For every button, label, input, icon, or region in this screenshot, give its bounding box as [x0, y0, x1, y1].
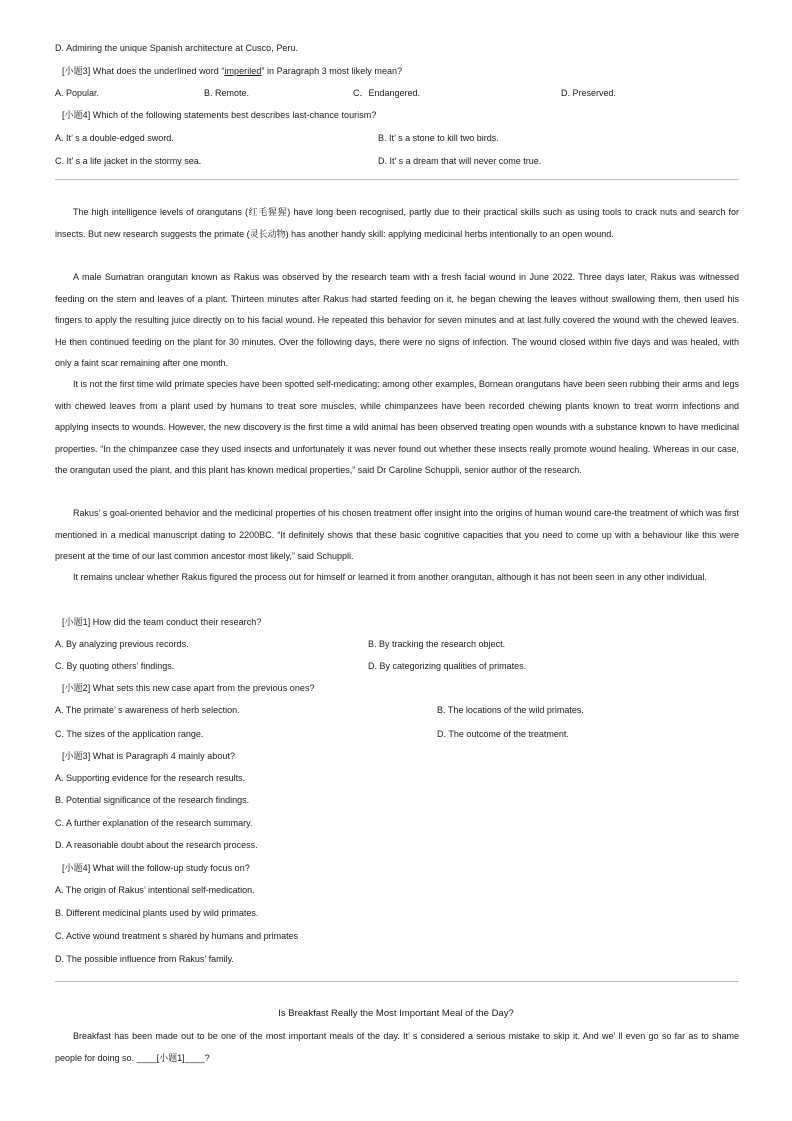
- section-divider: [55, 179, 739, 180]
- underlined-word: imperiled: [224, 66, 262, 76]
- p2-question-2: [小题2] What sets this new case apart from the previous ones?: [62, 683, 315, 693]
- p2-q4-option-a: A. The origin of Rakus’ intentional self-medication.: [55, 885, 255, 895]
- p2-q2-option-b: B. The locations of the wild primates.: [437, 705, 584, 715]
- q3-option-c: C．Endangered.: [353, 88, 421, 98]
- passage3-intro: [55, 1026, 739, 1069]
- q4-option-c: C. It’ s a life jacket in the stormy sea.: [55, 156, 202, 166]
- passage2-paragraph-4: Rakus’ s goal-oriented behavior and the medicinal properties of his chosen treatment offer insight into the origins of human wound care-the treatment of which was first mentioned in a medical manuscript dating to 2200BC. “It definitely shows that these basic cognitive capacities that you need to come up with a behaviour like this were present at the time of our last common ancestor most likely,” said Schuppli.: [55, 508, 739, 562]
- p2-q1-option-b: B. By tracking the research object.: [368, 639, 506, 649]
- p2-q2-option-d: D. The outcome of the treatment.: [437, 729, 569, 739]
- question-4-stem: [小题4] Which of the following statements best describes last-chance tourism?: [62, 110, 377, 120]
- p2-q1-option-a: A. By analyzing previous records.: [55, 639, 189, 649]
- p2-q1-option-d: D. By categorizing qualities of primates.: [368, 661, 527, 671]
- passage2-paragraph-2: A male Sumatran orangutan known as Rakus was observed by the research team with a fresh facial wound in June 2022. Three days later, Rakus was witnessed feeding on the stem and leaves of a plant. Thirteen minutes after Rakus had started feeding on it, he began chewing the leaves without swallowing them, then used his fingers to apply the resulting juice directly on to his facial wound. He repeated this behavior for seven minutes and at last fully covered the wound with the chewed leaves. He then continued feeding on the plant for 30 minutes. Over the following days, there were no signs of infection. The wound closed within five days and was healed, with only a faint scar remaining after one month.: [55, 272, 739, 369]
- p2-question-4: [小题4] What will the follow-up study focus on?: [62, 863, 250, 873]
- question-3-stem: [62, 65, 402, 77]
- option-d-prev-question: D. Admiring the unique Spanish architecture at Cusco, Peru.: [55, 43, 299, 53]
- passage3-title: Is Breakfast Really the Most Important Meal of the Day?: [278, 1008, 514, 1019]
- passage3-blank-1: ____[小题1]____: [136, 1052, 205, 1063]
- p2-q4-option-d: D. The possible influence from Rakus’ family.: [55, 954, 234, 964]
- p2-q4-option-c: C. Active wound treatment s shared by humans and primates: [55, 931, 299, 941]
- section-divider-2: [55, 981, 739, 982]
- passage3-intro-text: Breakfast has been made out to be one of the most important meals of the day. It’ s considered a serious mistake to skip it. And we’ ll even go so far as to shame people for doing so.: [55, 1031, 739, 1063]
- p2-question-1: [小题1] How did the team conduct their research?: [62, 617, 262, 627]
- q4-option-a: A. It’ s a double-edged sword.: [55, 133, 174, 143]
- p2-question-3: [小题3] What is Paragraph 4 mainly about?: [62, 751, 236, 761]
- q3-option-d: D. Preserved.: [561, 88, 617, 98]
- passage2-paragraph-3: It is not the first time wild primate species have been spotted self-medicating: among other examples, Bornean orangutans have been seen rubbing their arms and legs with chewed leaves from a plant used by humans to treat sore muscles, while chimpanzees have been recorded chewing plants known to treat worm infections and applying insects to wounds. However, the new discovery is the first time a wild animal has been observed treating open wounds with a substance known to have medicinal properties. “In the chimpanzee case they used insects and unfortunately it was never found out whether these insects really promote wound healing. Whereas in our case, the orangutan used the plant, and this plant has known medical properties,” said Dr Caroline Schuppli, senior author of the research.: [55, 379, 739, 476]
- passage3-blank-end: ?: [204, 1052, 210, 1063]
- p2-q3-option-b: B. Potential significance of the research findings.: [55, 795, 250, 805]
- p2-q1-option-c: C. By quoting others’ findings.: [55, 661, 175, 671]
- p2-q3-option-d: D. A reasonable doubt about the research process.: [55, 840, 258, 850]
- p2-q3-option-a: A. Supporting evidence for the research results.: [55, 773, 246, 783]
- question-3-text: [小题3] What does the underlined word “imperiled” in Paragraph 3 most likely mean?: [62, 66, 403, 76]
- passage2-paragraph-5: It remains unclear whether Rakus figured the process out for himself or learned it from another orangutan, although it has not been seen in any other individual.: [73, 572, 707, 582]
- p2-q2-option-a: A. The primate’ s awareness of herb selection.: [55, 705, 240, 715]
- p2-q2-option-c: C. The sizes of the application range.: [55, 729, 204, 739]
- q3-option-a: A. Popular.: [55, 88, 100, 98]
- q4-option-b: B. It’ s a stone to kill two birds.: [378, 133, 499, 143]
- q3-option-b: B. Remote.: [204, 88, 250, 98]
- p2-q3-option-c: C. A further explanation of the research summary.: [55, 818, 253, 828]
- passage2-paragraph-1: The high intelligence levels of orangutans (红毛猩猩) have long been recognised, partly due to their practical skills such as using tools to crack nuts and search for insects. But new research suggests the primate (灵长动物) has another handy skill: applying medicinal herbs intentionally to an open wound.: [55, 207, 739, 239]
- q4-option-d: D. It’ s a dream that will never come true.: [378, 156, 542, 166]
- p2-q4-option-b: B. Different medicinal plants used by wild primates.: [55, 908, 259, 918]
